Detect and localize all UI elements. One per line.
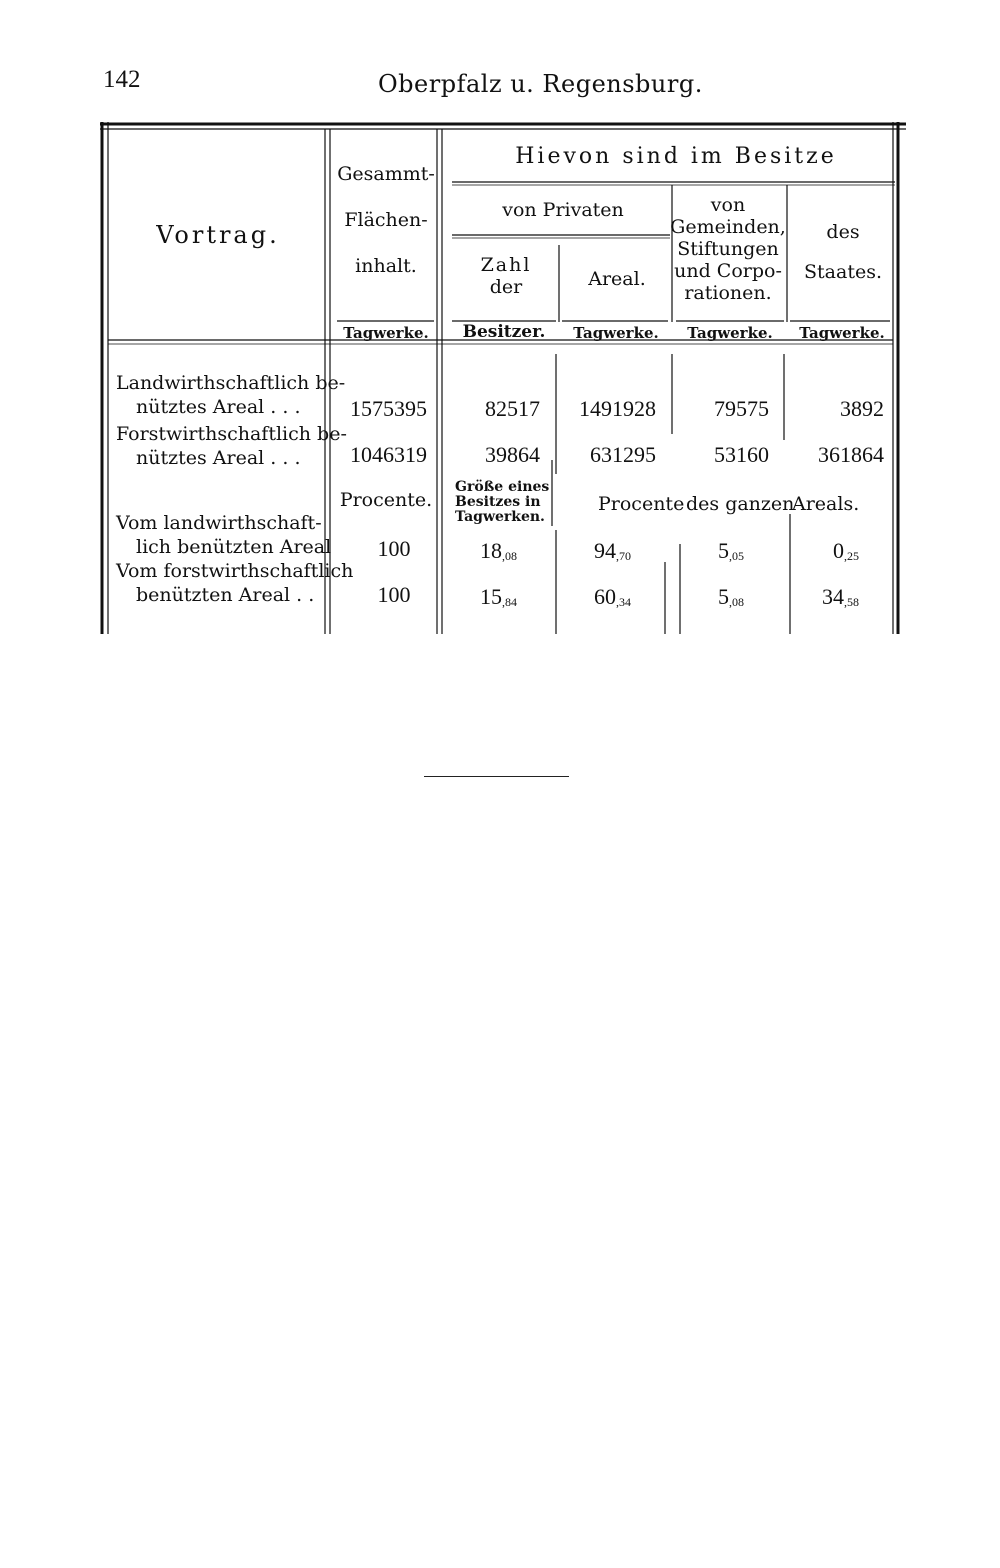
state-header-line-1: des (826, 221, 860, 243)
cell-count: 39864 (485, 442, 540, 467)
percent-header-count-line-2: Besitzes in (455, 494, 541, 510)
row-label-line-2: nütztes Areal . . . (136, 396, 301, 418)
percent-header-rest-3: Areals. (792, 493, 860, 515)
communal-header-line-5: rationen. (684, 282, 772, 304)
row-label-line-1: Vom forstwirthschaftlich (116, 560, 354, 582)
cell-state: 3892 (840, 396, 884, 421)
section-end-rule (424, 776, 569, 777)
cell-area (594, 538, 631, 564)
cell-state (822, 584, 859, 610)
row-label (116, 511, 331, 559)
cell-state: 361864 (818, 442, 884, 467)
private-area-header: Areal. (588, 268, 646, 290)
cell-state-int: 0 (833, 538, 844, 563)
row-label (116, 559, 353, 607)
cell-state (833, 538, 859, 564)
row-label-line-2: lich benützten Areal (136, 536, 332, 558)
group-header: Hievon sind im Besitze (515, 144, 837, 169)
total-header-line-2: Flächen- (344, 209, 428, 231)
row-label-line-1: Vom landwirthschaft- (116, 512, 322, 534)
stub-header: Vortrag. (156, 221, 280, 249)
page-number: 142 (103, 66, 141, 93)
percent-header-total: Procente. (339, 489, 433, 511)
cell-communal (718, 584, 744, 610)
cell-communal: 53160 (714, 442, 769, 467)
cell-communal-int: 5 (718, 584, 729, 609)
cell-state-dec: ,58 (844, 595, 859, 609)
private-count-header-line-1: Zahl (480, 254, 532, 276)
communal-header-line-2: Gemeinden, (670, 216, 786, 238)
percent-header-count-line-3: Tagwerken. (455, 509, 545, 525)
percent-header-rest-2: des ganzen (686, 493, 795, 515)
row-label-line-1: Forstwirthschaftlich be- (116, 423, 347, 445)
communal-header-line-1: von (710, 194, 746, 216)
cell-count: 82517 (485, 396, 540, 421)
cell-area (594, 584, 631, 610)
row-label-line-1: Landwirthschaftlich be- (116, 372, 346, 394)
cell-total: 1046319 (350, 442, 427, 467)
cell-count (480, 538, 517, 564)
private-header: von Privaten (502, 199, 624, 221)
unit-count: Besitzer. (462, 322, 546, 342)
total-header-line-1: Gesammt- (337, 163, 435, 185)
communal-header-line-3: Stiftungen (677, 238, 779, 260)
statistics-table (100, 122, 906, 636)
cell-area-dec: ,34 (616, 595, 631, 609)
unit-state: Tagwerke. (799, 324, 885, 342)
percent-header-count (455, 480, 549, 525)
row-label (116, 422, 347, 470)
cell-count-dec: ,84 (502, 595, 517, 609)
row-label-line-2: nütztes Areal . . . (136, 447, 301, 469)
unit-total: Tagwerke. (343, 324, 429, 342)
cell-area-int: 94 (594, 538, 616, 563)
cell-count-int: 15 (480, 584, 502, 609)
cell-communal-int: 5 (718, 538, 729, 563)
communal-header (670, 194, 786, 304)
cell-area-dec: ,70 (616, 549, 631, 563)
cell-count-dec: ,08 (502, 549, 517, 563)
state-header-line-2: Staates. (804, 261, 882, 283)
cell-total: 100 (377, 582, 411, 607)
row-label-line-2: benützten Areal . . (136, 584, 315, 606)
percent-header-count-line-1: Größe eines (455, 479, 550, 495)
cell-area: 631295 (590, 442, 656, 467)
private-count-header-line-2: der (489, 276, 523, 298)
cell-count-int: 18 (480, 538, 502, 563)
running-title: Oberpfalz u. Regensburg. (378, 70, 703, 98)
unit-area: Tagwerke. (573, 324, 659, 342)
cell-communal-dec: ,08 (729, 595, 744, 609)
cell-total: 100 (377, 536, 411, 561)
cell-communal: 79575 (714, 396, 769, 421)
cell-state-int: 34 (822, 584, 844, 609)
cell-communal-dec: ,05 (729, 549, 744, 563)
cell-area-int: 60 (594, 584, 616, 609)
cell-total: 1575395 (350, 396, 427, 421)
row-label (116, 371, 345, 419)
percent-header-rest-1: Procente (598, 493, 685, 515)
cell-communal (718, 538, 744, 564)
cell-state-dec: ,25 (844, 549, 859, 563)
cell-area: 1491928 (579, 396, 656, 421)
total-header-line-3: inhalt. (355, 255, 417, 277)
communal-header-line-4: und Corpo- (674, 260, 782, 282)
unit-communal: Tagwerke. (687, 324, 773, 342)
cell-count (480, 584, 517, 610)
